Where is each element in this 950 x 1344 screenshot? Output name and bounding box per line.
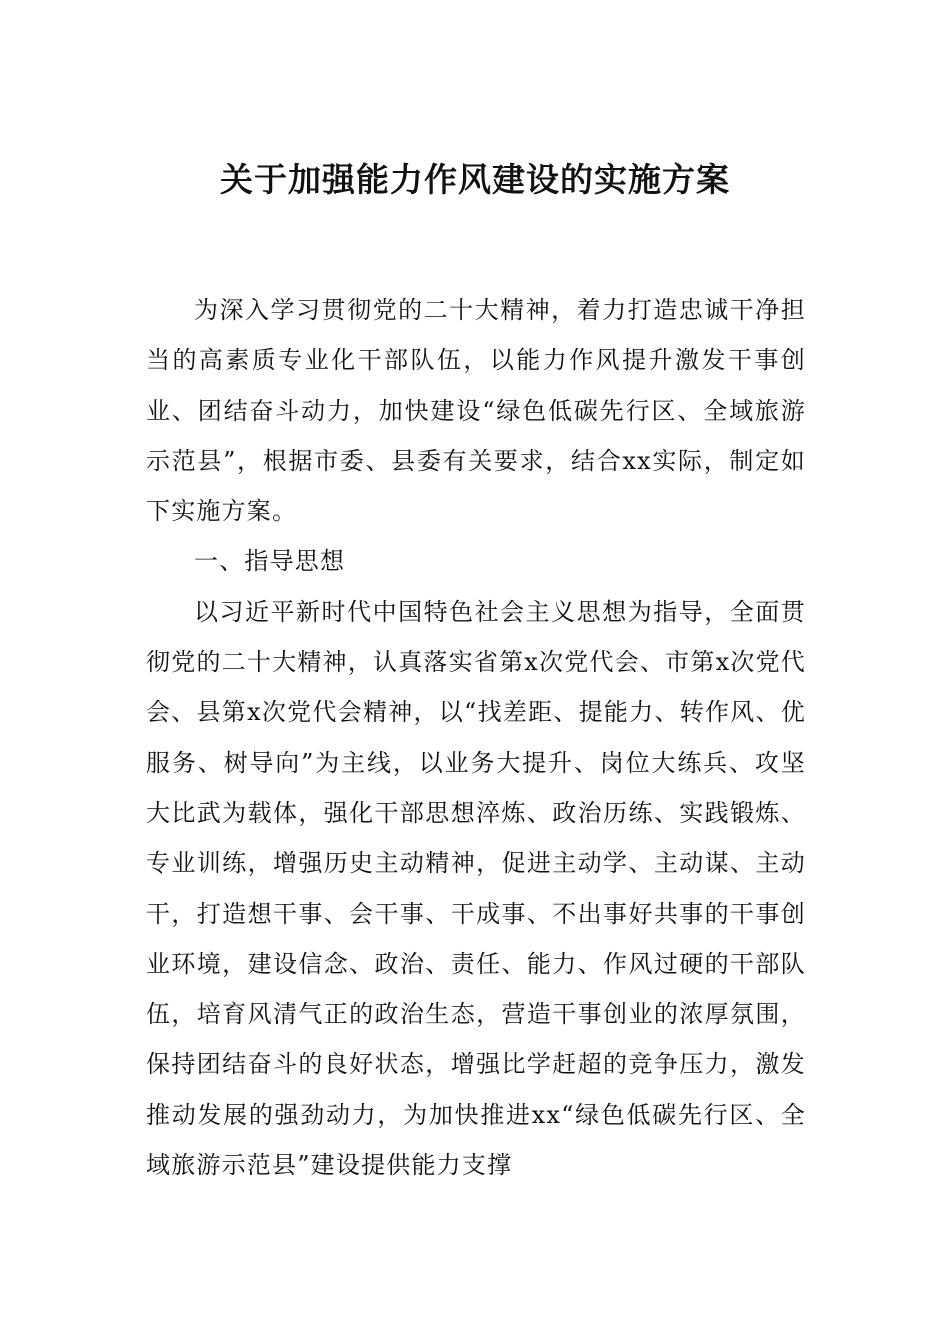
- intro-paragraph: 为深入学习贯彻党的二十大精神，着力打造忠诚干净担当的高素质专业化干部队伍，以能力作风提升激发干事创业、团结奋斗动力，加快建设“绿色低碳先行区、全域旅游示范县”，根据市委、县委有关要求，结合xx实际，制定如下实施方案。: [146, 296, 806, 526]
- document-title: 关于加强能力作风建设的实施方案: [220, 160, 730, 199]
- guiding-ideology-paragraph: 以习近平新时代中国特色社会主义思想为指导，全面贯彻党的二十大精神，认真落实省第x次党代会、市第x次党代会、县第x次党代会精神，以“找差距、提能力、转作风、优服务、树导向”为主线，以业务大提升、岗位大练兵、攻坚大比武为载体，强化干部思想淬炼、政治历练、实践锻炼、专业训练，增强历史主动精神，促进主动学、主动谋、主动干，打造想干事、会干事、干成事、不出事好共事的干事创业环境，建设信念、政治、责任、能力、作风过硬的干部队伍，培育风清气正的政治生态，营造干事创业的浓厚氛围，保持团结奋斗的良好状态，增强比学赶超的竞争压力，激发推动发展的强劲动力，为加快推进xx“绿色低碳先行区、全域旅游示范县”建设提供能力支撑: [146, 597, 806, 1180]
- section-heading-guiding-ideology: 一、指导思想: [194, 547, 346, 576]
- document-body: [146, 285, 806, 1190]
